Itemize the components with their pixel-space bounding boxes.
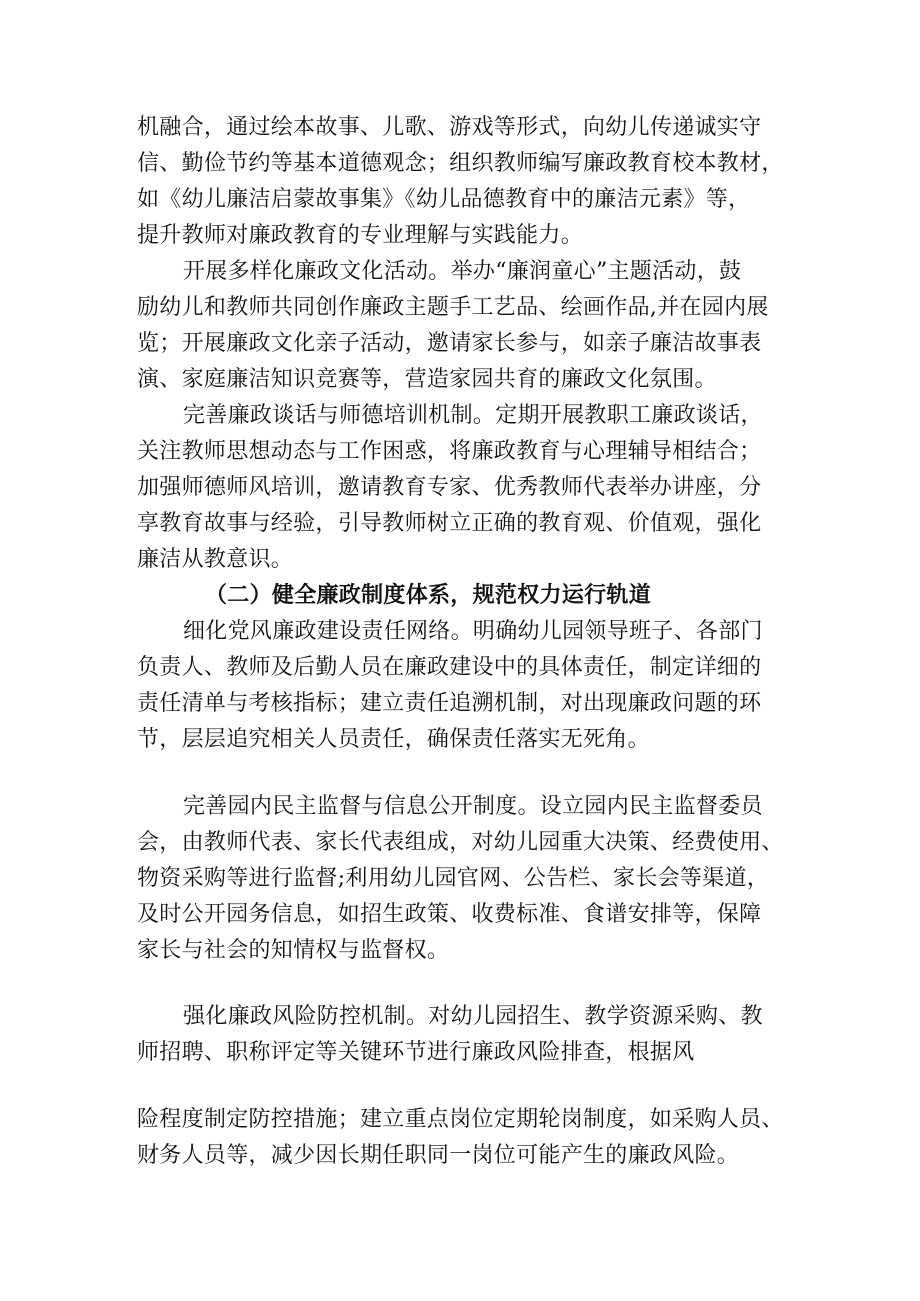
paragraph-start: 完善廉政谈话与师德培训机制。定期开展教职工廉政谈话， [183, 403, 763, 428]
text-line: 加强师德师风培训，邀请教育专家、优秀教师代表举办讲座，分 [137, 475, 762, 500]
text-line: 会，由教师代表、家长代表组成，对幼儿园重大决策、经费使用、 [137, 830, 784, 855]
paragraph-start: 开展多样化廉政文化活动。举办“廉润童心”主题活动，鼓 [183, 259, 742, 284]
text-line: 关注教师思想动态与工作困惑，将廉政教育与心理辅导相结合； [137, 439, 762, 464]
paragraph-start: 完善园内民主监督与信息公开制度。设立园内民主监督委员 [183, 794, 763, 819]
text-line: 享教育故事与经验，引导教师树立正确的教育观、价值观，强化 [137, 511, 762, 536]
text-line: 节，层层追究相关人员责任，确保责任落实无死角。 [137, 727, 650, 752]
text-line: 物资采购等进行监督;利用幼儿园官网、公告栏、家长会等渠道， [137, 866, 770, 891]
text-line-2: 信、勤俭节约等基本道德观念；组织教师编写廉政教育校本教材， [137, 151, 784, 176]
text-line: 廉洁从教意识。 [137, 547, 294, 572]
text-line: 财务人员等，减少因长期任职同一岗位可能产生的廉政风险。 [137, 1143, 740, 1168]
text-line: 演、家庭廉洁知识竞赛等，营造家园共育的廉政文化氛围。 [137, 367, 717, 392]
text-line: 览；开展廉政文化亲子活动，邀请家长参与，如亲子廉洁故事表 [137, 331, 762, 356]
text-line: 及时公开园务信息，如招生政策、收费标准、食谱安排等，保障 [137, 902, 762, 927]
text-line: 负责人、教师及后勤人员在廉政建设中的具体责任，制定详细的 [137, 655, 762, 680]
text-line-1: 机融合，通过绘本故事、儿歌、游戏等形式，向幼儿传递诚实守 [137, 115, 762, 140]
text-line: 师招聘、职称评定等关键环节进行廉政风险排查，根据风 [137, 1040, 695, 1065]
paragraph-start: 细化党风廉政建设责任网络。明确幼儿园领导班子、各部门 [183, 619, 763, 644]
text-line-4: 提升教师对廉政教育的专业理解与实践能力。 [137, 223, 584, 248]
text-line-3: 如《幼儿廉洁启蒙故事集》《幼儿品德教育中的廉洁元素》等， [137, 187, 751, 212]
text-line: 家长与社会的知情权与监督权。 [137, 938, 450, 963]
text-line: 险程度制定防控措施；建立重点岗位定期轮岗制度，如采购人员、 [137, 1107, 784, 1132]
section-heading: （二）健全廉政制度体系，规范权力运行轨道 [205, 582, 652, 608]
paragraph-start: 强化廉政风险防控机制。对幼儿园招生、教学资源采购、教 [183, 1004, 763, 1029]
text-line: 励幼儿和教师共同创作廉政主题手工艺品、绘画作品,并在园内展 [137, 295, 769, 320]
text-line: 责任清单与考核指标；建立责任追溯机制，对出现廉政问题的环 [137, 691, 762, 716]
